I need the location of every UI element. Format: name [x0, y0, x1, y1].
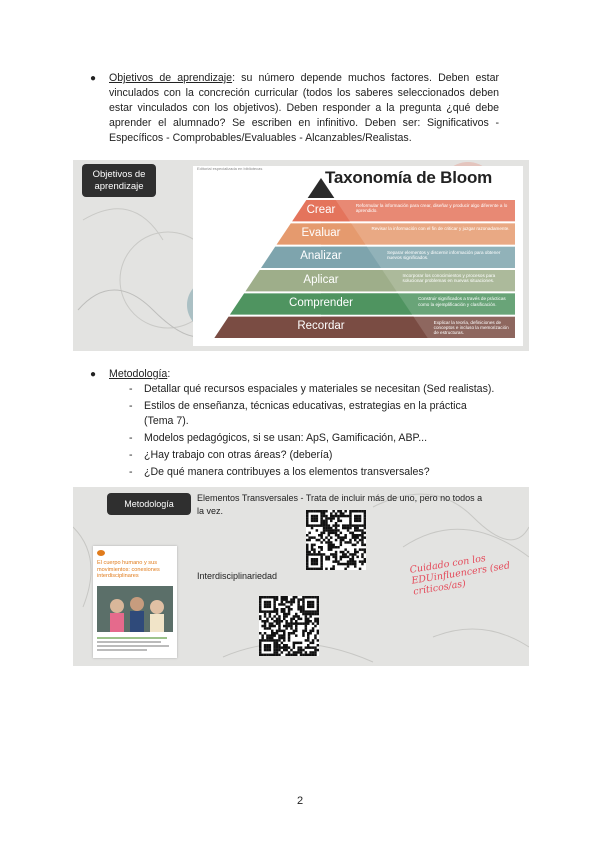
pyramid-desc-evaluar: Revisar la información con el fin de criticar y juzgar razonadamente. — [371, 226, 510, 232]
objetivos-paragraph — [90, 71, 499, 146]
metodologia-term: Metodología — [109, 368, 168, 380]
list-item: - Estilos de enseñanza, técnicas educativas, estrategias en la práctica (Tema 7). — [129, 400, 467, 427]
pyramid-desc-recordar: Explicar la teoría, definiciones de conceptos e incluso la memorización de estructuras. — [433, 319, 509, 336]
pyramid-desc-comprender: Construir significados a través de prácticas como la ejemplificación y clasificación. — [418, 296, 506, 307]
objetivos-text: : su número depende muchos factores. Deben estar vinculados con la concreción curricular (todos los saberes seleccionados deben estar vinculados con los objetivos). Deben responder a la pregunta ¿qué debe aprender el alumnado? Se escriben en infinitivo. Deben ser: Significativos - Específicos - Comprobables/Evaluables - Alcanzables/Realistas. — [109, 72, 500, 144]
slide-label-objetivos: Objetivos de aprendizaje — [82, 164, 156, 197]
list-item: - Modelos pedagógicos, si se usan: ApS, Gamificación, ABP... — [129, 432, 428, 444]
cover-title: El cuerpo humano y sus movimientos: conexiones interdisciplinares — [97, 560, 160, 579]
cover-text-lines — [97, 636, 173, 654]
credit-text: Editorial especializada en bibliotecas — [197, 166, 263, 171]
pyramid-label-aplicar: Aplicar — [303, 273, 339, 286]
metodologia-slide-image — [73, 487, 529, 666]
pyramid-desc-crear: Reformular la información para crear, diseñar y producir algo diferente a lo aprendido. — [355, 203, 508, 214]
pyramid-label-crear: Crear — [306, 203, 336, 216]
pyramid-label-analizar: Analizar — [300, 250, 342, 263]
bullet-icon: ● — [90, 369, 97, 380]
bloom-title: Taxonomía de Bloom — [325, 168, 493, 187]
list-item: - ¿Hay trabajo con otras áreas? (debería) — [129, 449, 333, 461]
list-item: - Detallar qué recursos espaciales y materiales se necesitan (Sed realistas). — [129, 383, 495, 395]
slide-label-metodologia: Metodología — [107, 493, 191, 515]
bloom-slide-image — [73, 160, 529, 351]
list-item-text: Detallar qué recursos espaciales y materiales se necesitan (Sed realistas). — [144, 383, 495, 395]
bullet-icon: ● — [90, 73, 97, 84]
interdisciplinariedad-text: Interdisciplinariedad — [197, 571, 278, 581]
metodologia-heading — [90, 367, 499, 382]
pyramid-desc-aplicar: Incorporar los conocimientos y procesos para solucionar problemas en nuevas situaciones. — [402, 273, 496, 284]
pyramid-label-evaluar: Evaluar — [301, 227, 341, 239]
page-number: 2 — [296, 795, 304, 807]
list-item-text: ¿De qué manera contribuyes a los elementos transversales? — [144, 466, 430, 478]
elementos-text: Elementos Transversales - Trata de incluir más de uno, pero no todos a la vez. — [197, 493, 483, 516]
metodologia-colon: : — [167, 368, 171, 380]
objetivos-term: Objetivos de aprendizaje — [109, 72, 233, 84]
pyramid-desc-analizar: Separar elementos y discernir información para obtener nuevos significados. — [387, 249, 501, 261]
handwritten-note: Cuidado con los EDUinfluencers (sed críticos/as) — [409, 552, 511, 598]
qr-code-interdisciplinariedad[interactable] — [259, 596, 319, 656]
pyramid-label-comprender: Comprender — [289, 297, 353, 309]
pyramid-label-recordar: Recordar — [297, 320, 345, 333]
cover-photo — [97, 586, 173, 632]
metodologia-list — [129, 382, 499, 480]
list-item-text: Modelos pedagógicos, si se usan: ApS, Gamificación, ABP... — [144, 432, 428, 444]
book-cover-image — [93, 546, 177, 658]
pyramid-apex — [308, 178, 335, 198]
list-item: - ¿De qué manera contribuyes a los elementos transversales? — [129, 466, 430, 478]
publisher-logo-icon — [97, 550, 105, 556]
list-item-text: ¿Hay trabajo con otras áreas? (debería) — [144, 449, 333, 461]
list-item-text: Estilos de enseñanza, técnicas educativas, estrategias en la práctica (Tema 7). — [144, 400, 467, 427]
qr-code-elementos[interactable] — [306, 510, 366, 570]
